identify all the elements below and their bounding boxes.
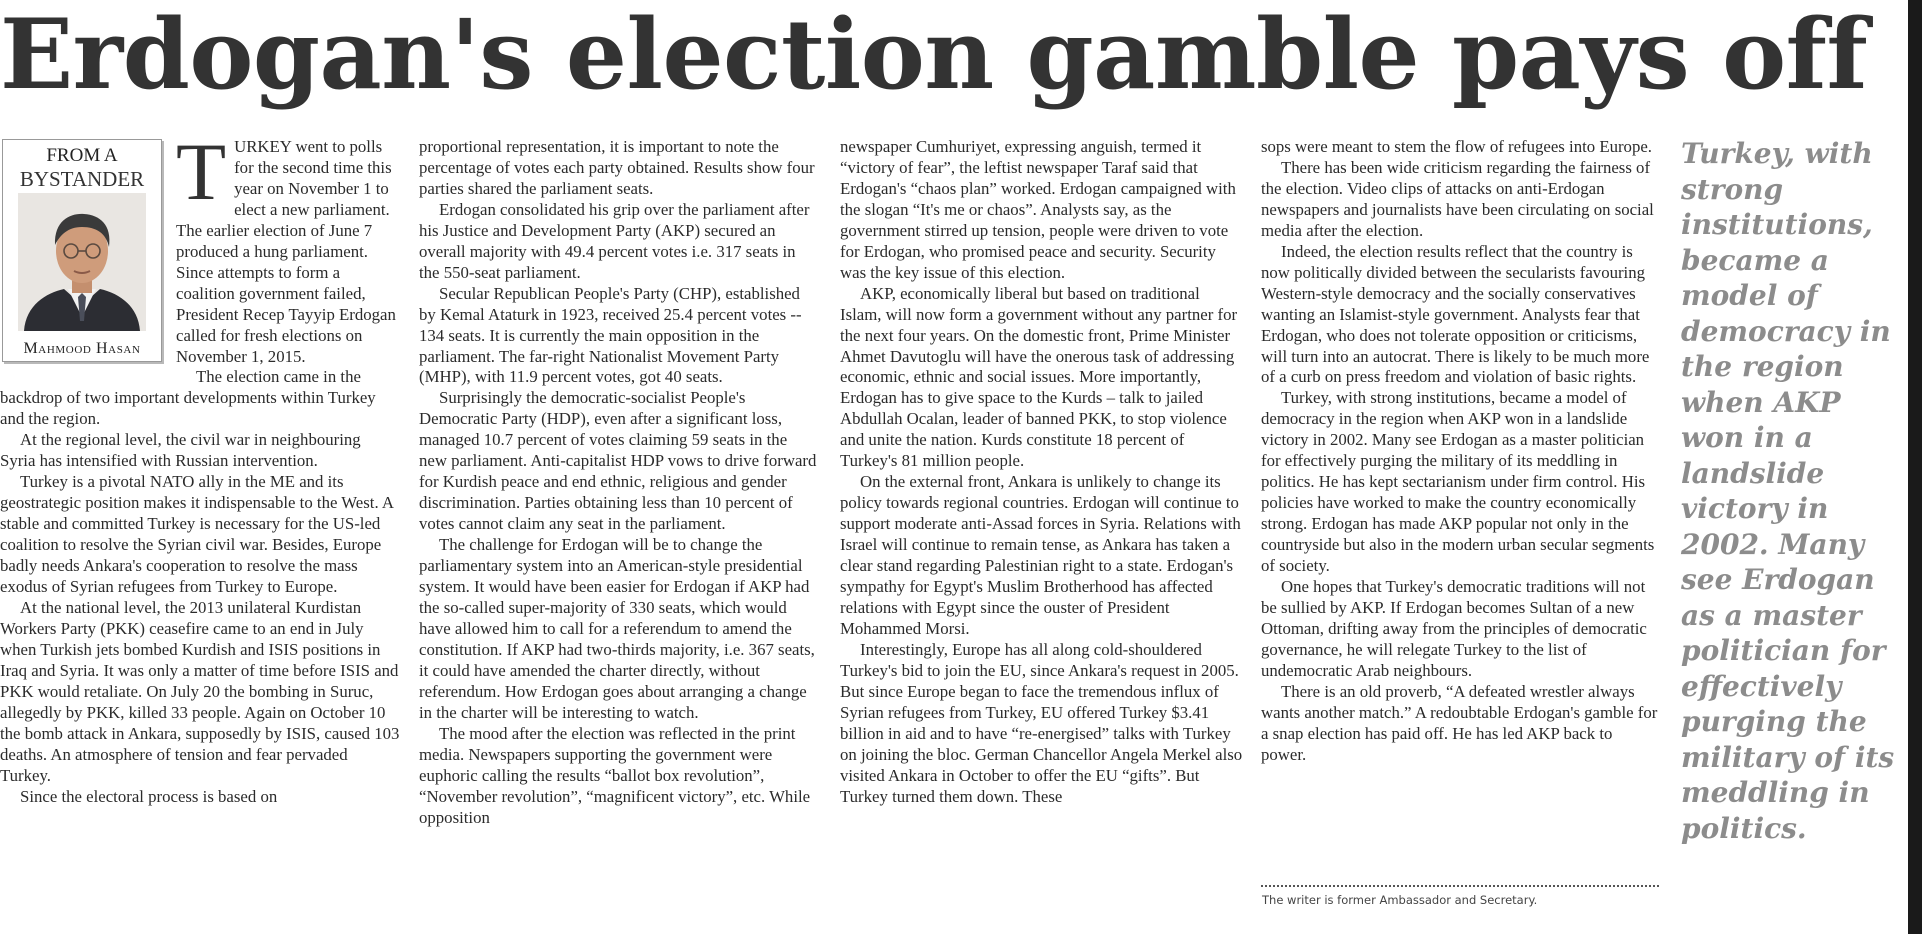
article-column-2 bbox=[419, 137, 819, 927]
footnote-divider bbox=[1261, 885, 1659, 887]
paragraph: Secular Republican People's Party (CHP), established by Kemal Ataturk in 1923, received 25.4 percent votes -- 134 seats. It is currently the main opposition in the parliament. The far-right Nationalist Movement Party (MHP), with 11.9 percent votes, got 40 seats. bbox=[419, 283, 802, 387]
page-edge bbox=[1908, 0, 1922, 934]
paragraph: At the regional level, the civil war in neighbouring Syria has intensified with Russian intervention. bbox=[0, 430, 361, 471]
column-name-line2: BYSTANDER bbox=[19, 167, 145, 191]
paragraph: newspaper Cumhuriyet, expressing anguish, termed it “victory of fear”, the leftist newspaper Taraf said that Erdogan's “chaos plan” worked. Erdogan campaigned with the slogan “It's me or chaos”. Analysts say, as the government stirred up tension, people were driven to vote for Erdogan, who promised peace and security. Security was the key issue of this election. bbox=[840, 137, 1236, 282]
article-column-3 bbox=[840, 137, 1244, 927]
paragraph: Turkey, with strong institutions, became a model of democracy in the region when AKP won in a landslide victory in 2002. Many see Erdogan as a master politician for effectively purging the military of its meddling in politics. He has kept sectarianism under firm control. His policies have worked to make the country economically strong. Erdogan has made AKP popular not only in the countryside but also in the modern urban secular segments of society. bbox=[1261, 388, 1655, 576]
paragraph: The mood after the election was reflected in the print media. Newspapers supporting the government were euphoric calling the results “ballot box revolution”, “November revolution”, “magnificent victory”, etc. While opposition bbox=[419, 723, 811, 827]
author-name: Mahmood Hasan bbox=[23, 340, 141, 357]
paragraph: There is an old proverb, “A defeated wrestler always wants another match.” A redoubtable Erdogan's gamble for a snap election has paid off. He has led AKP back to power. bbox=[1261, 681, 1658, 764]
paragraph: Erdogan consolidated his grip over the parliament after his Justice and Development Party (AKP) secured an overall majority with 49.4 percent votes i.e. 317 seats in the 550-seat parliament. bbox=[419, 199, 810, 282]
paragraph: There has been wide criticism regarding the fairness of the election. Video clips of attacks on anti-Erdogan newspapers and journalists have been circulating on social media after the election. bbox=[1261, 157, 1654, 240]
paragraph: AKP, economically liberal but based on traditional Islam, will now form a government without any partner for the next four years. On the domestic front, Prime Minister Ahmet Davutoglu will have the onerous task of addressing economic, ethnic and social issues. More importantly, Erdogan has to give space to the Kurds – talk to jailed Abdullah Ocalan, leader of banned PKK, to stop violence and unite the nation. Kurds constitute 18 percent of Turkey's 81 million people. bbox=[840, 283, 1238, 471]
paragraph: Turkey is a pivotal NATO ally in the ME and its geostrategic position makes it indispensable to the West. A stable and committed Turkey is necessary for the US-led coalition to resolve the Syrian civil war. Besides, Europe badly needs Ankara's cooperation to resolve the mass exodus of Syrian refugees from Turkey to Europe. bbox=[0, 472, 394, 597]
paragraph: At the national level, the 2013 unilateral Kurdistan Workers Party (PKK) ceasefire came to an end in July when Turkish jets bombed Kurdish and ISIS positions in Iraq and Syria. It was only a matter of time before ISIS and PKK would retaliate. On July 20 the bombing in Suruc, allegedly by PKK, killed 33 people. Again on October 10 the bomb attack in Ankara, supposedly by ISIS, caused 103 deaths. An atmosphere of tension and fear pervaded Turkey. bbox=[0, 597, 400, 785]
paragraph: Indeed, the election results reflect that the country is now politically divided between the secularists favouring Western-style democracy and the socially conservatives wanting an Islamist-style government. Analysts fear that Erdogan, who does not tolerate opposition or criticisms, will turn into an autocrat. There is likely to be much more of a curb on press freedom and violation of basic rights. bbox=[1261, 241, 1650, 387]
paragraph: Surprisingly the democratic-socialist People's Democratic Party (HDP), even after a significant loss, managed 10.7 percent of votes claiming 59 seats in the new parliament. Anti-capitalist HDP vows to drive forward for Kurdish peace and end ethnic, religious and gender discrimination. Parties obtaining less than 10 percent of votes cannot claim any seat in the parliament. bbox=[419, 388, 817, 534]
paragraph: URKEY went to polls for the second time this year on November 1 to elect a new parliament. The earlier election of June 7 produced a hung parliament. Since attempts to form a coalition government failed, President Recep Tayyip Erdogan called for fresh elections on November 1, 2015. bbox=[176, 137, 396, 366]
article-column-4 bbox=[1261, 137, 1661, 927]
author-portrait bbox=[18, 193, 146, 331]
paragraph: Since the electoral process is based on bbox=[20, 786, 278, 806]
pull-quote: Turkey, with strong institutions, became a model of democracy in the region when AKP won in a landslide victory in 2002. Many see Erdogan as a master politician for effectively purging the military of its meddling in politics. bbox=[1681, 137, 1895, 845]
paragraph: sops were meant to stem the flow of refugees into Europe. bbox=[1261, 137, 1652, 156]
column-name-line1: FROM A bbox=[46, 145, 118, 166]
byline-box bbox=[2, 139, 162, 362]
paragraph: One hopes that Turkey's democratic traditions will not be sullied by AKP. If Erdogan becomes Sultan of a new Ottoman, drifting away from the principles of democratic governance, he will relegate Turkey to the list of undemocratic Arab neighbours. bbox=[1261, 577, 1647, 680]
article-column-1 bbox=[0, 137, 400, 927]
paragraph: The challenge for Erdogan will be to change the parliamentary system into an American-style presidential system. It would have been easier for Erdogan if AKP had the so-called super-majority of 330 seats, which would have allowed him to call for a referendum to amend the constitution. If AKP had two-thirds majority, i.e. 367 seats, it could have amended the charter directly, without referendum. How Erdogan goes about arranging a change in the charter will be interesting to watch. bbox=[419, 535, 815, 722]
drop-cap: T bbox=[176, 137, 227, 217]
author-footnote: The writer is former Ambassador and Secretary. bbox=[1262, 893, 1538, 907]
paragraph: proportional representation, it is important to note the percentage of votes each party obtained. Results show four parties shared the parliament seats. bbox=[419, 137, 815, 198]
paragraph: Interestingly, Europe has all along cold-shouldered Turkey's bid to join the EU, since Ankara's request in 2005. But since Europe began to face the tremendous influx of Syrian refugees from Turkey, EU offered Turkey $3.41 billion in aid and to have “re-energised” talks with Turkey on joining the bloc. German Chancellor Angela Merkel also visited Ankara in October to offer the EU “gifts”. But Turkey turned them down. These bbox=[840, 639, 1243, 806]
paragraph: The election came in the backdrop of two important developments within Turkey and the region. bbox=[0, 367, 376, 429]
headline: Erdogan's election gamble pays off bbox=[0, 0, 1868, 111]
paragraph: On the external front, Ankara is unlikely to change its policy towards regional countries. Erdogan will continue to support moderate anti-Assad forces in Syria. Relations with Israel will continue to remain tense, as Ankara has taken a clear stand regarding Palestinian right to a state. Erdogan's sympathy for Egypt's Muslim Brotherhood has affected relations with Egypt since the ouster of President Mohammed Morsi. bbox=[840, 472, 1241, 638]
